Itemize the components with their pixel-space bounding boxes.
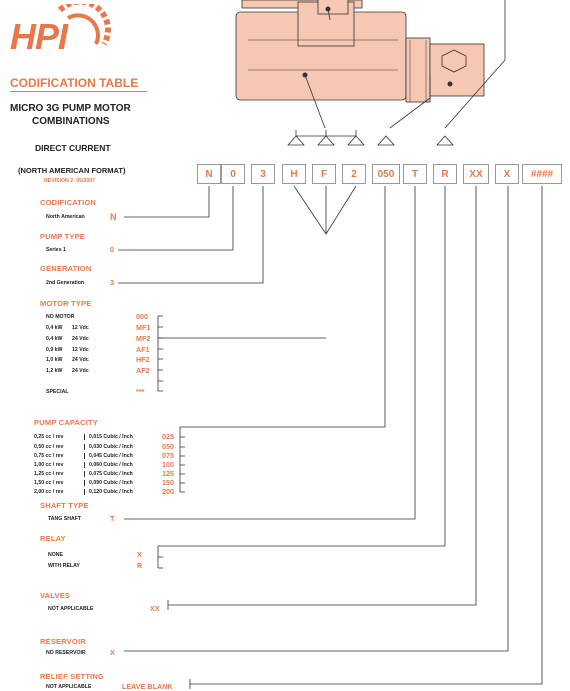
motor-row-code: MF2 <box>136 334 151 343</box>
section-title-generation: GENERATION <box>40 264 92 273</box>
code-box-relay: R <box>433 164 457 184</box>
pump-type-row-code: 0 <box>110 245 114 254</box>
motor-row-power: 0,9 kW <box>46 347 63 353</box>
capacity-row-imperial: 0,015 Cubic / Inch <box>84 434 133 440</box>
motor-row-power: 1,2 kW <box>46 368 63 374</box>
motor-row-power: NO MOTOR <box>46 314 75 320</box>
reservoir-row-code: X <box>110 648 115 657</box>
section-title-codification: CODIFICATION <box>40 198 97 207</box>
relief-row-label: NOT APPLICABLE <box>46 684 92 690</box>
code-box-pump-type: 0 <box>221 164 245 184</box>
section-title-relief-setting: RELIEF SETTING <box>40 672 105 681</box>
generation-row-code: 3 <box>110 278 114 287</box>
capacity-row-code: 125 <box>162 469 174 478</box>
relay-row-label: NONE <box>48 552 63 558</box>
code-box-motor-1: H <box>282 164 306 184</box>
pump-type-row-label: Series 1 <box>46 247 66 253</box>
valves-row-code: XX <box>150 604 160 613</box>
subtitle-line2: COMBINATIONS <box>32 116 110 127</box>
code-box-motor-2: F <box>312 164 336 184</box>
capacity-row-code: 050 <box>162 442 174 451</box>
codification-row-code: N <box>110 212 117 222</box>
motor-row-power: 0,4 kW <box>46 325 63 331</box>
codification-table-title: CODIFICATION TABLE <box>10 76 139 90</box>
relay-row-code: X <box>137 550 142 559</box>
relay-row-label: WITH RELAY <box>48 563 80 569</box>
capacity-row-metric: 1,25 cc / rev <box>34 471 64 477</box>
capacity-row-code: 025 <box>162 432 174 441</box>
capacity-row-metric: 2,00 cc / rev <box>34 489 64 495</box>
generation-row-label: 2nd Generation <box>46 280 85 286</box>
capacity-row-metric: 0,75 cc / rev <box>34 453 64 459</box>
section-title-shaft-type: SHAFT TYPE <box>40 501 89 510</box>
motor-row-voltage: 12 Vdc <box>72 325 89 331</box>
section-title-reservoir: RESERVOIR <box>40 637 86 646</box>
format-label: (NORTH AMERICAN FORMAT) <box>18 166 126 175</box>
capacity-row-imperial: 0,045 Cubic / Inch <box>84 453 133 459</box>
triangle-marker <box>288 136 304 145</box>
motor-row-code: 000 <box>136 312 148 321</box>
capacity-row-imperial: 0,075 Cubic / Inch <box>84 471 133 477</box>
shaft-row-code: T <box>110 514 115 523</box>
capacity-row-metric: 0,25 cc / rev <box>34 434 64 440</box>
section-title-valves: VALVES <box>40 591 71 600</box>
motor-row-voltage: 24 Vdc <box>72 357 89 363</box>
triangle-marker <box>348 136 364 145</box>
code-box-codification: N <box>197 164 221 184</box>
capacity-row-metric: 1,00 cc / rev <box>34 462 64 468</box>
code-box-generation: 3 <box>251 164 275 184</box>
codification-row-label: North American <box>46 214 85 220</box>
code-box-motor-3: 2 <box>342 164 366 184</box>
capacity-row-metric: 1,50 cc / rev <box>34 480 64 486</box>
capacity-row-imperial: 0,030 Cubic / Inch <box>84 444 133 450</box>
capacity-row-imperial: 0,120 Cubic / Inch <box>84 489 133 495</box>
motor-row-power: SPECIAL <box>46 389 69 395</box>
direct-current-label: DIRECT CURRENT <box>35 143 111 153</box>
code-box-reservoir: X <box>495 164 519 184</box>
motor-row-voltage: 24 Vdc <box>72 336 89 342</box>
section-title-pump-capacity: PUMP CAPACITY <box>34 418 98 427</box>
code-box-valves: XX <box>463 164 489 184</box>
capacity-row-code: 200 <box>162 487 174 496</box>
revision-label: REVISION 2- 05/2007 <box>44 178 96 184</box>
capacity-row-imperial: 0,090 Cubic / Inch <box>84 480 133 486</box>
code-box-shaft: T <box>403 164 427 184</box>
capacity-row-code: 150 <box>162 478 174 487</box>
section-title-motor-type: MOTOR TYPE <box>40 299 92 308</box>
triangle-marker <box>437 136 453 145</box>
relief-row-code: LEAVE BLANK <box>122 682 173 691</box>
capacity-row-imperial: 0,060 Cubic / Inch <box>84 462 133 468</box>
code-box-relief: #### <box>522 164 562 184</box>
relay-row-code: R <box>137 561 143 570</box>
motor-row-code: AF2 <box>136 366 150 375</box>
logo-text: HPI <box>10 16 68 57</box>
motor-row-code: *** <box>136 387 145 396</box>
subtitle-line1: MICRO 3G PUMP MOTOR <box>10 103 131 114</box>
valves-row-label: NOT APPLICABLE <box>48 606 94 612</box>
code-box-pump-capacity: 050 <box>372 164 400 184</box>
triangle-marker <box>378 136 394 145</box>
motor-row-voltage: 24 Vdc <box>72 368 89 374</box>
capacity-row-metric: 0,50 cc / rev <box>34 444 64 450</box>
motor-row-code: HF2 <box>136 355 150 364</box>
capacity-row-code: 075 <box>162 451 174 460</box>
triangle-marker <box>318 136 334 145</box>
capacity-row-code: 100 <box>162 460 174 469</box>
motor-row-power: 1,0 kW <box>46 357 63 363</box>
section-title-relay: RELAY <box>40 534 66 543</box>
motor-row-code: MF1 <box>136 323 151 332</box>
motor-row-voltage: 12 Vdc <box>72 347 89 353</box>
reservoir-row-label: NO RESERVOIR <box>46 650 86 656</box>
shaft-row-label: TANG SHAFT <box>48 516 82 522</box>
motor-row-code: AF1 <box>136 345 150 354</box>
motor-row-power: 0,4 kW <box>46 336 63 342</box>
section-title-pump-type: PUMP TYPE <box>40 232 86 241</box>
